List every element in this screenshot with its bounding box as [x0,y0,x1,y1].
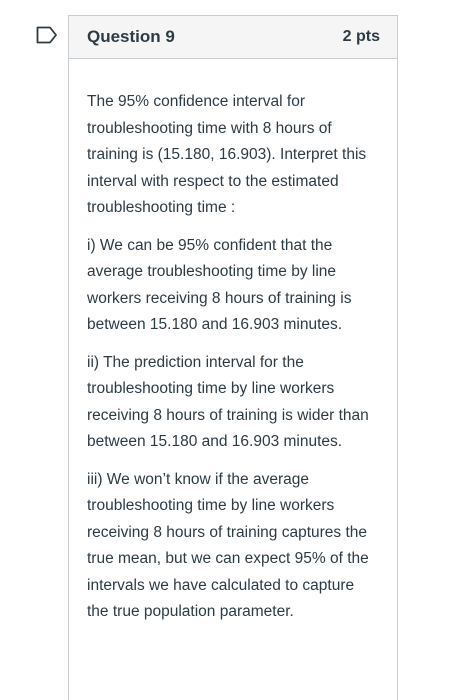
question-body [69,59,397,626]
question-card [68,15,398,700]
question-title: Question 9 [87,27,175,46]
question-prompt: The 95% confidence interval for troubleshooting time with 8 hours of training is (15.180, 16.903). Interpret this interval with respect to the estimated troubleshooting time : [87,93,367,216]
statement-2: ii) The prediction interval for the troubleshooting time by line workers receiving 8 hours of training is wider than between 15.180 and 16.903 minutes. [87,353,369,450]
statement-1: i) We can be 95% confident that the average troubleshooting time by line workers receiving 8 hours of training is between 15.180 and 16.903 minutes. [87,236,352,333]
bookmark-flag-icon[interactable] [36,26,58,44]
statement-3: iii) We won’t know if the average troubleshooting time by line workers receiving 8 hours of training captures the true mean, but we can expect 95% of the intervals we have calculated to capture the true population parameter. [87,470,369,620]
question-header [69,16,397,59]
question-points: 2 pts [342,28,380,45]
